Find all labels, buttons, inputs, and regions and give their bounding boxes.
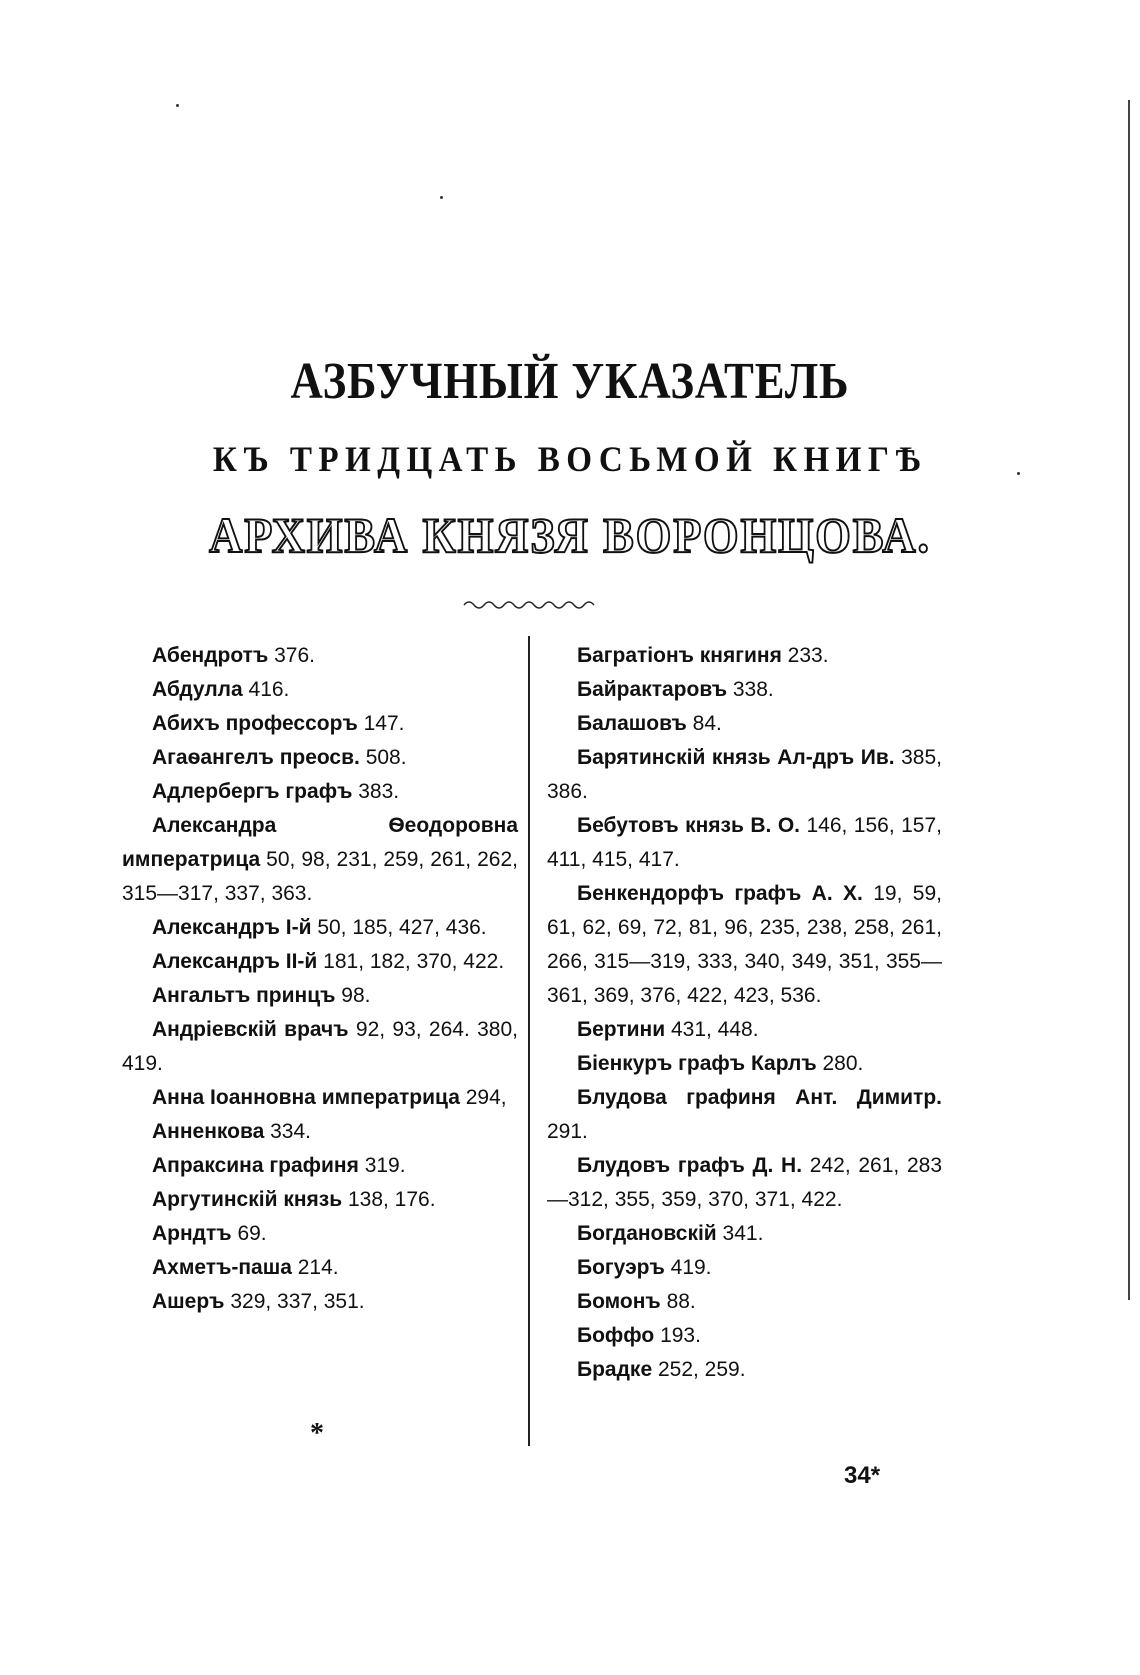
index-entry <box>547 672 942 706</box>
index-entry <box>122 706 518 740</box>
entry-pages: 431, 448. <box>665 1018 759 1041</box>
ornament-divider <box>462 598 602 612</box>
index-entry <box>122 808 518 910</box>
index-entry <box>547 1080 942 1148</box>
index-entry <box>547 1250 942 1284</box>
entry-pages: 69. <box>231 1222 267 1245</box>
index-entry <box>122 672 518 706</box>
entry-name: Брадке <box>577 1358 653 1381</box>
entry-name: Ангальтъ принцъ <box>152 984 336 1007</box>
entry-name: Александра Ѳеодоровна императрица <box>122 814 518 871</box>
entry-pages: 416. <box>242 678 290 701</box>
entry-pages: 181, 182, 370, 422. <box>317 950 505 973</box>
entry-pages: 84. <box>686 712 722 735</box>
index-subtitle: КЪ ТРИДЦАТЬ ВОСЬМОЙ КНИГѢ <box>212 439 928 479</box>
index-entry <box>122 1148 518 1182</box>
index-title: АЗБУЧНЫЙ УКАЗАТЕЛЬ <box>290 353 850 410</box>
index-entry <box>122 638 518 672</box>
entry-pages: 383. <box>352 780 400 803</box>
entry-name: Блудова графиня Ант. Димитр. <box>577 1086 942 1109</box>
entry-name: Балашовъ <box>577 712 687 735</box>
entry-name: Бертини <box>577 1018 666 1041</box>
entry-name: Адлербергъ графъ <box>152 780 353 803</box>
entry-name: Ашеръ <box>152 1290 225 1313</box>
entry-name: Аргутинскій князь <box>152 1188 343 1211</box>
entry-name: Абендротъ <box>152 644 269 667</box>
entry-name: Богдановскій <box>577 1222 717 1245</box>
entry-name: Бомонъ <box>577 1290 661 1313</box>
entry-pages: 319. <box>358 1154 406 1177</box>
entry-name: Байрактаровъ <box>577 678 728 701</box>
entry-name: Барятинскій князь Ал-дръ Ив. <box>577 746 895 769</box>
entry-name: Боффо <box>577 1324 655 1347</box>
index-entry <box>122 944 518 978</box>
entry-pages: 376. <box>268 644 315 667</box>
entry-pages: 338. <box>727 678 774 701</box>
entry-pages: 50, 98, 231, 259, 261, 262, 315—317, 337, 363. <box>122 848 518 905</box>
entry-name: Андріевскій врачъ <box>152 1018 349 1041</box>
entry-pages: 294, <box>459 1086 507 1109</box>
index-entry <box>122 1216 518 1250</box>
index-entry <box>122 1182 518 1216</box>
entry-name: Блудовъ графъ Д. Н. <box>577 1154 803 1177</box>
archive-title: АРХИВА КНЯЗЯ ВОРОНЦОВА. <box>209 507 931 563</box>
entry-name: Богуэръ <box>577 1256 665 1279</box>
entry-pages: 341. <box>716 1222 764 1245</box>
entry-pages: 508. <box>359 746 407 769</box>
entry-pages: 242, 261, 283—312, 355, 359, 370, 371, 422. <box>547 1154 942 1211</box>
entry-pages: 98. <box>335 984 371 1007</box>
entry-pages: 252, 259. <box>652 1358 746 1381</box>
entry-name: Бебутовъ князь В. О. <box>577 814 800 837</box>
entry-pages: 214. <box>291 1256 339 1279</box>
entry-pages: 329, 337, 351. <box>224 1290 365 1313</box>
index-entry <box>122 1250 518 1284</box>
entry-pages: 88. <box>660 1290 696 1313</box>
index-entry <box>547 706 942 740</box>
entry-pages: 291. <box>547 1120 588 1143</box>
index-entry <box>122 1080 518 1114</box>
index-entry <box>547 740 942 808</box>
index-entry <box>547 1284 942 1318</box>
index-entry <box>122 910 518 944</box>
index-entry <box>122 1114 518 1148</box>
index-entry <box>547 1148 942 1216</box>
signature-mark: 34* <box>844 1462 881 1489</box>
entry-name: Абдулла <box>152 678 243 701</box>
page-edge-line <box>1128 100 1130 1300</box>
entry-name: Абихъ профессоръ <box>152 712 358 735</box>
entry-name: Александръ I-й <box>152 916 312 939</box>
entry-pages: 334. <box>264 1120 311 1143</box>
entry-pages: 419. <box>664 1256 712 1279</box>
index-entry <box>547 1216 942 1250</box>
entry-name: Багратіонъ княгиня <box>577 644 782 667</box>
index-entry <box>122 978 518 1012</box>
entry-name: Анненкова <box>152 1120 265 1143</box>
index-entry <box>547 1046 942 1080</box>
entry-name: Ахметъ-паша <box>152 1256 292 1279</box>
entry-name: Александръ II-й <box>152 950 318 973</box>
index-entry <box>547 808 942 876</box>
speck <box>176 104 179 107</box>
entry-name: Біенкуръ графъ Карлъ <box>577 1052 817 1075</box>
entry-pages: 146, 156, 157, 411, 415, 417. <box>547 814 942 871</box>
entry-pages: 138, 176. <box>342 1188 436 1211</box>
entry-pages: 385, 386. <box>547 746 942 803</box>
index-entry <box>547 638 942 672</box>
index-entry <box>122 774 518 808</box>
index-entry <box>122 1284 518 1318</box>
entry-pages: 147. <box>357 712 405 735</box>
index-column-left <box>122 638 518 1318</box>
index-entry <box>547 1318 942 1352</box>
index-entry <box>547 876 942 1012</box>
entry-pages: 233. <box>781 644 829 667</box>
footer-asterisk: * <box>310 1418 324 1449</box>
entry-name: Бенкендорфъ графъ А. Х. <box>577 882 863 905</box>
entry-pages: 92, 93, 264. 380, 419. <box>122 1018 518 1075</box>
index-entry <box>122 740 518 774</box>
column-divider <box>528 636 530 1446</box>
index-column-right <box>547 638 942 1386</box>
index-entry <box>122 1012 518 1080</box>
entry-pages: 50, 185, 427, 436. <box>311 916 487 939</box>
entry-pages: 280. <box>816 1052 864 1075</box>
entry-pages: 193. <box>654 1324 701 1347</box>
entry-name: Анна Іоанновна императрица <box>152 1086 460 1109</box>
entry-name: Апраксина графиня <box>152 1154 359 1177</box>
entry-name: Агаѳангелъ преосв. <box>152 746 360 769</box>
index-entry <box>547 1012 942 1046</box>
entry-name: Арндтъ <box>152 1222 232 1245</box>
speck <box>440 196 443 199</box>
index-entry <box>547 1352 942 1386</box>
entry-pages: 19, 59, 61, 62, 69, 72, 81, 96, 235, 238, 258, 261, 266, 315—319, 333, 340, 349, 351, 355—361, 369, 376, 422, 423, 536. <box>547 882 942 1007</box>
